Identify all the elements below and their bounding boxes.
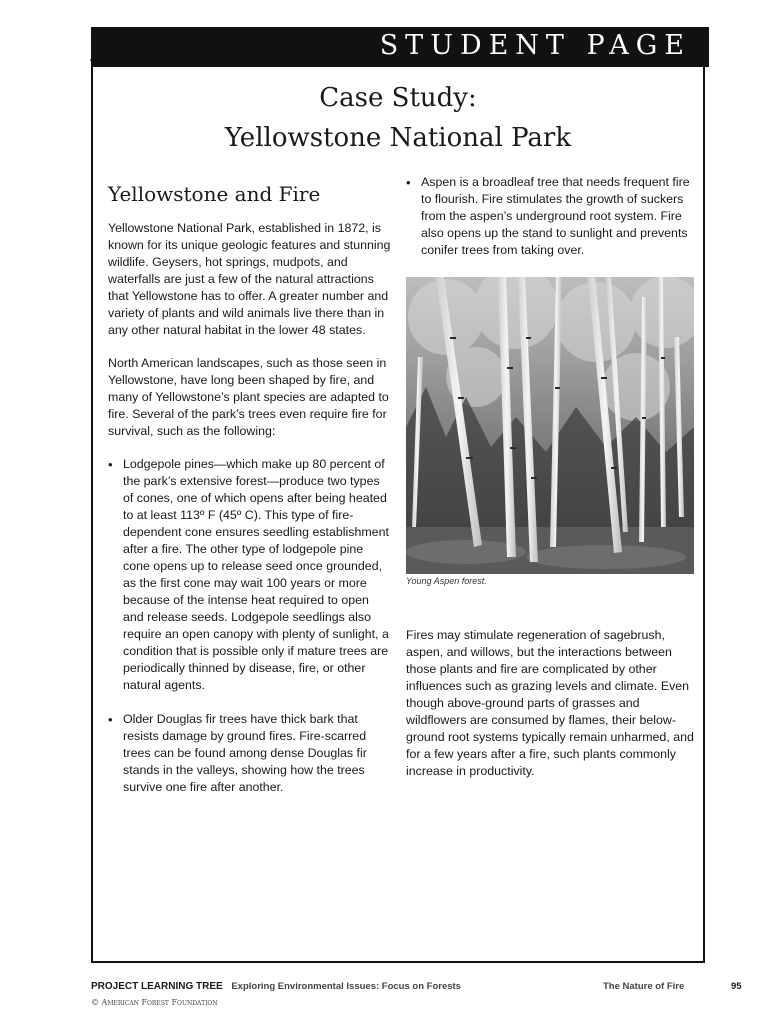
aspen-forest-photo [406,277,694,574]
left-column [108,180,392,813]
section-heading: Yellowstone and Fire [108,182,321,206]
landscape-paragraph: North American landscapes, such as those seen in Yellowstone, have long been shaped by fire, and many of Yellowstone’s plant species are adapted to fire. Several of the park’s trees even require fire for survival, such as the following: [108,356,389,438]
page-title-line1: Case Study: [319,83,477,113]
regeneration-paragraph: Fires may stimulate regeneration of sagebrush, aspen, and willows, but the interactions between those plants and fire are complicated by other influences such as grazing levels and climate. Even though above-ground parts of grasses and wildflowers are consumed by flames, their below-ground root systems typically remain unharmed, and for a few years after a fire, such plants commonly increase in productivity. [406,628,694,778]
footer-program: PROJECT LEARNING TREE [91,981,223,992]
list-item-douglas-fir: • Older Douglas fir trees have thick bark that resists damage by ground fires. Fire-scarred trees can be found among dense Douglas fir stands in the valleys, showing how the trees survive one fire after another. [108,711,392,796]
page-footer [91,981,745,992]
intro-paragraph: Yellowstone National Park, established in 1872, is known for its unique geologic features and stunning wildlife. Geysers, hot springs, mudpots, and waterfalls are just a few of the natural attractions that Yellowstone has to offer. A greater number and variety of plants and wild animals live there than in any other natural habitat in the lower 48 states. [108,221,391,337]
page-title [100,78,696,158]
aspen-forest-illustration [406,277,694,574]
photo-caption: Young Aspen forest. [406,576,487,586]
copyright-notice: © American Forest Foundation [91,998,218,1007]
brush-swash-decoration [88,30,148,68]
footer-chapter: The Nature of Fire [603,981,685,992]
list-item-lodgepole: • Lodgepole pines—which make up 80 percent of the park’s extensive forest—produce two types of cones, one of which opens after being heated to at least 113º F (45º C). This type of fire-dependent cone ensures seedling establishment after a fire. The other type of lodgepole pine cone opens up to release seed once grounded, as the first cone may wait 100 years or more because of the intense heat required to open and release seeds. Lodgepole seedlings also require an open canopy with plenty of sunlight, a condition that is possible only if mature trees are periodically thinned by disease, fire, or other natural agents. [108,456,392,694]
page-number: 95 [731,981,742,992]
tree-list [108,456,392,796]
tree-list-continued [406,174,696,259]
page-title-line2: Yellowstone National Park [224,123,572,153]
banner-title: STUDENT PAGE [379,30,691,61]
right-column-top [406,174,696,276]
footer-series: Exploring Environmental Issues: Focus on Forests [231,981,461,992]
header-banner [91,27,709,67]
list-item-aspen: • Aspen is a broadleaf tree that needs frequent fire to flourish. Fire stimulates the growth of suckers from the aspen’s underground root system. Fire also opens up the stand to sunlight and prevents conifer trees from taking over. [406,174,696,259]
